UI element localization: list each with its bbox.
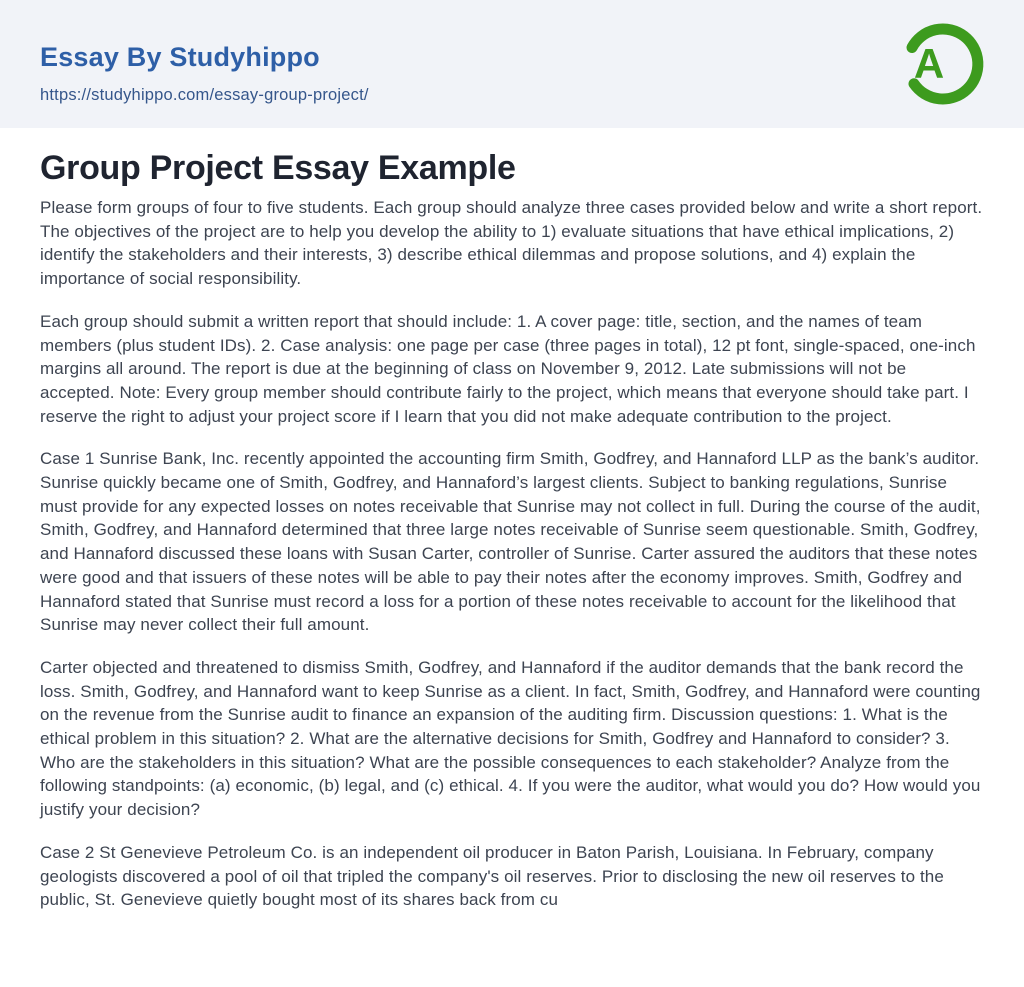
site-label: Essay By Studyhippo: [40, 42, 320, 72]
article: [0, 128, 1024, 912]
header-banner: [0, 0, 1024, 128]
article-paragraph: Carter objected and threatened to dismiss Smith, Godfrey, and Hannaford if the auditor demands that the bank record the loss. Smith, Godfrey, and Hannaford want to keep Sunrise as a client. In fact, Smith, Godfrey, and Hannaford were counting on the revenue from the Sunrise audit to finance an expansion of the auditing firm. Discussion questions: 1. What is the ethical problem in this situation? 2. What are the alternative decisions for Smith, Godfrey and Hannaford to consider? 3. Who are the stakeholders in this situation? What are the possible consequences to each stakeholder? Analyze from the following standpoints: (a) economic, (b) legal, and (c) ethical. 4. If you were the auditor, what would you do? How would you justify your decision?: [40, 657, 981, 820]
page-url-link[interactable]: https://studyhippo.com/essay-group-project/: [40, 86, 369, 104]
studyhippo-logo-icon: [898, 20, 986, 108]
article-body: [40, 196, 984, 912]
article-paragraph: Each group should submit a written report that should include: 1. A cover page: title, section, and the names of team members (plus student IDs). 2. Case analysis: one page per case (three pages in total), 12 pt font, single-spaced, one-inch margins all around. The report is due at the beginning of class on November 9, 2012. Late submissions will not be accepted. Note: Every group member should contribute fairly to the project, which means that everyone should take part. I reserve the right to adjust your project score if I learn that you did not make adequate contribution to the project.: [40, 311, 976, 426]
page-title: Group Project Essay Example: [40, 149, 516, 187]
article-paragraph: Case 2 St Genevieve Petroleum Co. is an independent oil producer in Baton Parish, Louisiana. In February, company geologists discovered a pool of oil that tripled the company's oil reserves. Prior to disclosing the new oil reserves to the public, St. Genevieve quietly bought most of its shares back from cu: [40, 842, 944, 910]
article-paragraph: Case 1 Sunrise Bank, Inc. recently appointed the accounting firm Smith, Godfrey, and Hannaford LLP as the bank’s auditor. Sunrise quickly became one of Smith, Godfrey, and Hannaford’s largest clients. Subject to banking regulations, Sunrise must provide for any expected losses on notes receivable that Sunrise may not collect in full. During the course of the audit, Smith, Godfrey, and Hannaford determined that three large notes receivable of Sunrise seem questionable. Smith, Godfrey, and Hannaford discussed these loans with Susan Carter, controller of Sunrise. Carter assured the auditors that these notes were good and that issuers of these notes will be able to pay their notes after the economy improves. Smith, Godfrey and Hannaford stated that Sunrise must record a loss for a portion of these notes receivable to account for the likelihood that Sunrise may never collect their full amount.: [40, 449, 981, 635]
article-paragraph: Please form groups of four to five students. Each group should analyze three cases provided below and write a short report. The objectives of the project are to help you develop the ability to 1) evaluate situations that have ethical implications, 2) identify the stakeholders and their interests, 3) describe ethical dilemmas and propose solutions, and 4) explain the importance of social responsibility.: [40, 198, 983, 289]
logo-letter: A: [913, 40, 945, 87]
